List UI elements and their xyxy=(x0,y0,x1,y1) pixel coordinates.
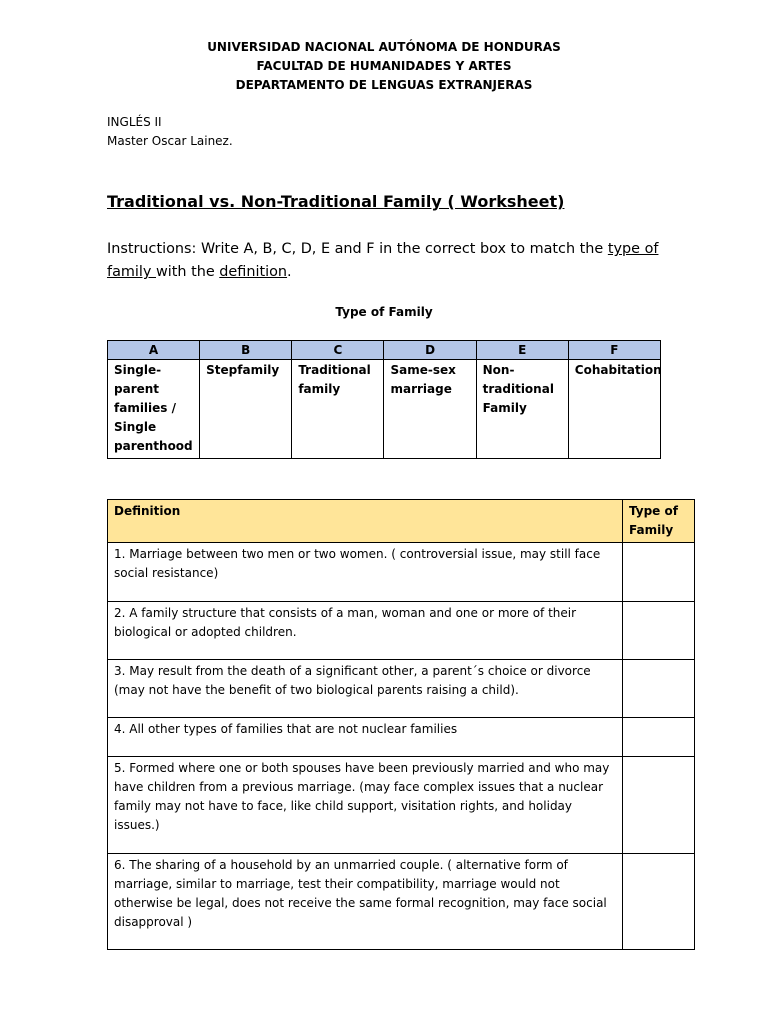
type-name-cohabitation: Cohabitation xyxy=(568,360,660,459)
worksheet-title: Traditional vs. Non-Traditional Family ( Worksheet) xyxy=(107,192,565,211)
answer-box-1[interactable] xyxy=(623,543,695,602)
table-row xyxy=(108,602,695,660)
course-info xyxy=(107,113,233,151)
answer-box-5[interactable] xyxy=(623,757,695,854)
answer-box-6[interactable] xyxy=(623,854,695,950)
types-letter-row xyxy=(108,341,661,360)
instructions-period: . xyxy=(287,264,292,280)
teacher-name: Master Oscar Lainez. xyxy=(107,134,233,148)
course-name: INGLÉS II xyxy=(107,115,162,129)
definitions-header-row xyxy=(108,500,695,543)
instructions xyxy=(107,238,677,284)
department-name: DEPARTAMENTO DE LENGUAS EXTRANJERAS xyxy=(235,78,533,92)
type-letter-e: E xyxy=(476,341,568,360)
table-row xyxy=(108,757,695,854)
university-name: UNIVERSIDAD NACIONAL AUTÓNOMA DE HONDURAS xyxy=(207,40,561,54)
instructions-text: Instructions: Write A, B, C, D, E and F in the correct box to match the xyxy=(107,241,608,257)
type-name-non-traditional: Non-traditional Family xyxy=(476,360,568,459)
definition-text: 4. All other types of families that are not nuclear families xyxy=(108,718,623,757)
table-row xyxy=(108,543,695,602)
instructions-family: family xyxy=(107,264,156,280)
definition-text: 1. Marriage between two men or two women. ( controversial issue, may still face social resistance) xyxy=(108,543,623,602)
answer-box-4[interactable] xyxy=(623,718,695,757)
table-row xyxy=(108,660,695,718)
type-name-same-sex: Same-sex marriage xyxy=(384,360,476,459)
type-letter-d: D xyxy=(384,341,476,360)
type-column-header: Type of Family xyxy=(623,500,695,543)
definition-text: 5. Formed where one or both spouses have been previously married and who may have children from a previous marriage. (may face complex issues that a nuclear family may not have to face, like child support, visitation rights, and holiday issues.) xyxy=(108,757,623,854)
type-name-stepfamily: Stepfamily xyxy=(200,360,292,459)
definition-column-header: Definition xyxy=(108,500,623,543)
type-letter-c: C xyxy=(292,341,384,360)
document-header xyxy=(0,38,768,95)
definitions-table xyxy=(107,499,695,950)
answer-box-2[interactable] xyxy=(623,602,695,660)
type-name-traditional: Traditional family xyxy=(292,360,384,459)
types-name-row xyxy=(108,360,661,459)
family-types-table xyxy=(107,340,661,459)
faculty-name: FACULTAD DE HUMANIDADES Y ARTES xyxy=(256,59,512,73)
instructions-definition: definition xyxy=(219,264,288,280)
table-row xyxy=(108,718,695,757)
definition-text: 6. The sharing of a household by an unmarried couple. ( alternative form of marriage, similar to marriage, test their compatibility, marriage would not otherwise be legal, does not receive the same formal recognition, may face social disapproval ) xyxy=(108,854,623,950)
table-row xyxy=(108,854,695,950)
type-of-family-heading: Type of Family xyxy=(335,305,433,319)
type-letter-b: B xyxy=(200,341,292,360)
instructions-with: with the xyxy=(156,264,220,280)
definition-text: 3. May result from the death of a significant other, a parent´s choice or divorce (may not have the benefit of two biological parents raising a child). xyxy=(108,660,623,718)
instructions-type-of: type of xyxy=(607,241,659,257)
answer-box-3[interactable] xyxy=(623,660,695,718)
type-letter-f: F xyxy=(568,341,660,360)
definition-text: 2. A family structure that consists of a man, woman and one or more of their biological or adopted children. xyxy=(108,602,623,660)
type-name-single-parent: Single-parent families / Single parenthood xyxy=(108,360,200,459)
type-letter-a: A xyxy=(108,341,200,360)
